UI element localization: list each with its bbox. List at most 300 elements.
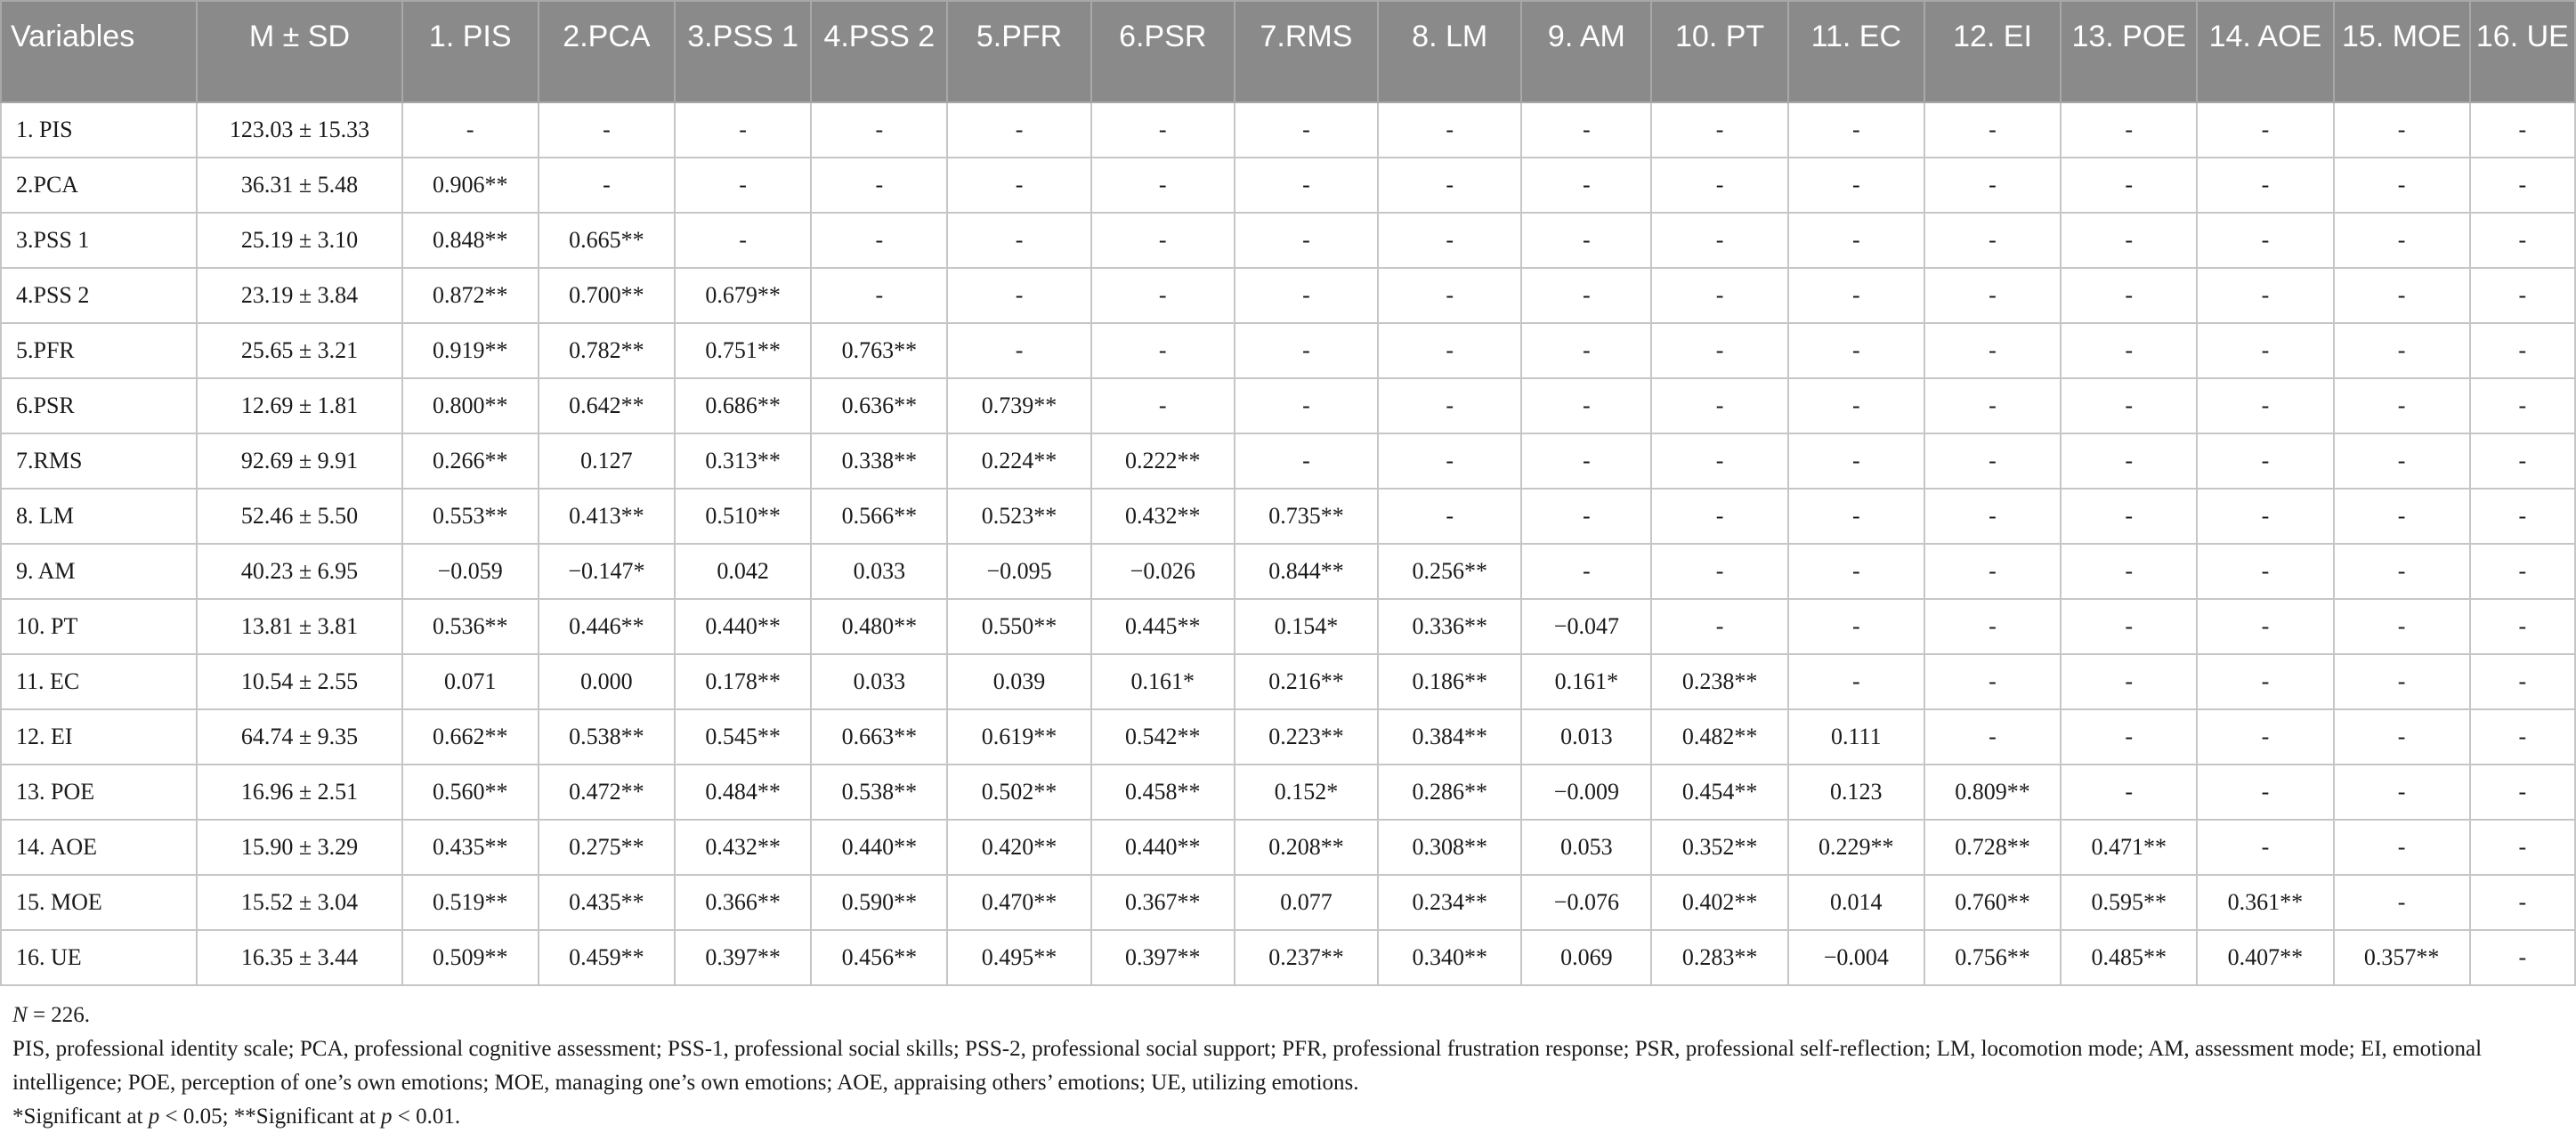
column-header xyxy=(402,1,539,102)
correlation-cell: - xyxy=(2470,875,2575,930)
correlation-cell: 0.538** xyxy=(539,709,675,765)
correlation-cell: - xyxy=(2470,599,2575,654)
correlation-cell: 0.413** xyxy=(539,489,675,544)
correlation-cell: 0.077 xyxy=(1235,875,1378,930)
correlation-cell: 0.069 xyxy=(1521,930,1651,985)
correlation-cell: - xyxy=(1788,489,1924,544)
correlation-cell: - xyxy=(402,102,539,158)
correlation-cell: 0.127 xyxy=(539,433,675,489)
correlation-cell: - xyxy=(1235,213,1378,268)
correlation-cell: 0.756** xyxy=(1924,930,2061,985)
correlation-cell: −0.026 xyxy=(1091,544,1235,599)
correlation-cell: 0.553** xyxy=(402,489,539,544)
correlation-cell: - xyxy=(2470,930,2575,985)
correlation-cell: 0.033 xyxy=(811,654,947,709)
correlation-cell: - xyxy=(1788,599,1924,654)
correlation-cell: - xyxy=(1378,489,1521,544)
correlation-cell: 0.848** xyxy=(402,213,539,268)
column-header xyxy=(947,1,1090,102)
correlation-cell: 0.458** xyxy=(1091,765,1235,820)
table-row xyxy=(1,820,2575,875)
correlation-cell: 0.123 xyxy=(1788,765,1924,820)
correlation-cell: 0.700** xyxy=(539,268,675,323)
correlation-cell: 0.663** xyxy=(811,709,947,765)
correlation-cell: - xyxy=(2470,654,2575,709)
mean-sd-cell: 123.03 ± 15.33 xyxy=(197,102,401,158)
correlation-cell: −0.009 xyxy=(1521,765,1651,820)
correlation-cell: - xyxy=(2061,599,2197,654)
correlation-cell: 0.844** xyxy=(1235,544,1378,599)
correlation-cell: 0.545** xyxy=(675,709,811,765)
column-header-label: 1. PIS xyxy=(428,20,512,53)
n-symbol: N xyxy=(12,1003,28,1027)
correlation-cell: - xyxy=(811,158,947,213)
column-header-label: 3.PSS 1 xyxy=(687,20,798,53)
correlation-cell: - xyxy=(2197,102,2333,158)
table-row xyxy=(1,875,2575,930)
correlation-cell: - xyxy=(2197,378,2333,433)
mean-sd-cell: 40.23 ± 6.95 xyxy=(197,544,401,599)
correlation-cell: 0.435** xyxy=(539,875,675,930)
mean-sd-cell: 13.81 ± 3.81 xyxy=(197,599,401,654)
mean-sd-cell: 64.74 ± 9.35 xyxy=(197,709,401,765)
correlation-cell: - xyxy=(1521,102,1651,158)
column-header-label: 12. EI xyxy=(1953,20,2032,53)
correlation-cell: - xyxy=(2334,378,2470,433)
correlation-cell: - xyxy=(1378,102,1521,158)
correlation-cell: - xyxy=(947,102,1090,158)
mean-sd-cell: 92.69 ± 9.91 xyxy=(197,433,401,489)
column-header-label: 8. LM xyxy=(1412,20,1488,53)
correlation-cell: 0.485** xyxy=(2061,930,2197,985)
correlation-cell: 0.361** xyxy=(2197,875,2333,930)
correlation-cell: - xyxy=(2470,158,2575,213)
correlation-cell: 0.471** xyxy=(2061,820,2197,875)
mean-sd-cell: 15.90 ± 3.29 xyxy=(197,820,401,875)
correlation-cell: - xyxy=(1091,323,1235,378)
correlation-cell: 0.536** xyxy=(402,599,539,654)
correlation-cell: 0.397** xyxy=(1091,930,1235,985)
correlation-cell: - xyxy=(1651,489,1787,544)
table-row xyxy=(1,654,2575,709)
sig-text-c: < 0.01. xyxy=(392,1105,461,1129)
correlation-cell: 0.763** xyxy=(811,323,947,378)
correlation-cell: 0.435** xyxy=(402,820,539,875)
column-header-label: 5.PFR xyxy=(976,20,1063,53)
correlation-cell: 0.313** xyxy=(675,433,811,489)
correlation-cell: - xyxy=(675,213,811,268)
mean-sd-cell: 25.65 ± 3.21 xyxy=(197,323,401,378)
correlation-cell: 0.728** xyxy=(1924,820,2061,875)
correlation-cell: 0.482** xyxy=(1651,709,1787,765)
correlation-cell: 0.013 xyxy=(1521,709,1651,765)
correlation-cell: 0.154* xyxy=(1235,599,1378,654)
table-header-row xyxy=(1,1,2575,102)
mean-sd-cell: 36.31 ± 5.48 xyxy=(197,158,401,213)
correlation-cell: - xyxy=(2470,268,2575,323)
correlation-cell: - xyxy=(2334,654,2470,709)
correlation-cell: −0.095 xyxy=(947,544,1090,599)
column-header-label: 11. EC xyxy=(1810,20,1901,53)
correlation-cell: 0.402** xyxy=(1651,875,1787,930)
correlation-cell: 0.495** xyxy=(947,930,1090,985)
significance-note xyxy=(12,1100,2564,1134)
mean-sd-cell: 23.19 ± 3.84 xyxy=(197,268,401,323)
correlation-cell: - xyxy=(1521,268,1651,323)
correlation-cell: - xyxy=(1924,709,2061,765)
correlation-cell: - xyxy=(1521,489,1651,544)
correlation-cell: - xyxy=(2470,709,2575,765)
correlation-cell: - xyxy=(539,158,675,213)
column-header xyxy=(1521,1,1651,102)
correlation-cell: - xyxy=(1235,378,1378,433)
correlation-cell: - xyxy=(2061,102,2197,158)
column-header-label: 14. AOE xyxy=(2208,20,2322,53)
table-row xyxy=(1,709,2575,765)
variable-cell: 4.PSS 2 xyxy=(1,268,197,323)
mean-sd-cell: 10.54 ± 2.55 xyxy=(197,654,401,709)
sample-size-note xyxy=(12,999,2564,1032)
correlation-cell: - xyxy=(1924,599,2061,654)
variable-cell: 13. POE xyxy=(1,765,197,820)
correlation-cell: - xyxy=(2197,544,2333,599)
correlation-cell: 0.919** xyxy=(402,323,539,378)
correlation-cell: 0.222** xyxy=(1091,433,1235,489)
correlation-cell: 0.161* xyxy=(1521,654,1651,709)
correlation-cell: - xyxy=(2197,158,2333,213)
correlation-cell: 0.152* xyxy=(1235,765,1378,820)
correlation-cell: 0.071 xyxy=(402,654,539,709)
column-header-label: 2.PCA xyxy=(563,20,651,53)
correlation-cell: - xyxy=(1521,323,1651,378)
column-header-label: 13. POE xyxy=(2071,20,2186,53)
correlation-cell: 0.238** xyxy=(1651,654,1787,709)
correlation-cell: 0.550** xyxy=(947,599,1090,654)
correlation-cell: 0.039 xyxy=(947,654,1090,709)
correlation-cell: 0.751** xyxy=(675,323,811,378)
correlation-cell: - xyxy=(2061,378,2197,433)
column-header-label: 4.PSS 2 xyxy=(823,20,936,53)
mean-sd-cell: 12.69 ± 1.81 xyxy=(197,378,401,433)
correlation-cell: - xyxy=(1651,102,1787,158)
correlation-cell: - xyxy=(947,213,1090,268)
correlation-cell: - xyxy=(2470,820,2575,875)
correlation-cell: 0.234** xyxy=(1378,875,1521,930)
correlation-cell: 0.472** xyxy=(539,765,675,820)
correlation-cell: 0.800** xyxy=(402,378,539,433)
correlation-cell: 0.053 xyxy=(1521,820,1651,875)
correlation-cell: - xyxy=(1521,433,1651,489)
correlation-cell: 0.523** xyxy=(947,489,1090,544)
correlation-cell: 0.739** xyxy=(947,378,1090,433)
correlation-cell: 0.484** xyxy=(675,765,811,820)
table-row xyxy=(1,378,2575,433)
correlation-cell: - xyxy=(2334,102,2470,158)
correlation-cell: - xyxy=(2061,213,2197,268)
column-header xyxy=(539,1,675,102)
correlation-cell: 0.560** xyxy=(402,765,539,820)
correlation-cell: - xyxy=(1788,654,1924,709)
column-header xyxy=(1788,1,1924,102)
correlation-cell: - xyxy=(2334,213,2470,268)
correlation-cell: - xyxy=(2061,323,2197,378)
correlation-cell: - xyxy=(1788,323,1924,378)
correlation-cell: - xyxy=(2197,820,2333,875)
correlation-cell: - xyxy=(2197,433,2333,489)
correlation-cell: - xyxy=(1651,158,1787,213)
variable-cell: 8. LM xyxy=(1,489,197,544)
correlation-cell: - xyxy=(2061,765,2197,820)
correlation-cell: - xyxy=(1378,323,1521,378)
correlation-cell: 0.366** xyxy=(675,875,811,930)
correlation-cell: - xyxy=(1651,323,1787,378)
correlation-cell: 0.440** xyxy=(1091,820,1235,875)
correlation-cell: 0.566** xyxy=(811,489,947,544)
variable-cell: 14. AOE xyxy=(1,820,197,875)
table-row xyxy=(1,158,2575,213)
correlation-cell: 0.338** xyxy=(811,433,947,489)
correlation-cell: 0.679** xyxy=(675,268,811,323)
correlation-cell: - xyxy=(2061,268,2197,323)
correlation-cell: 0.224** xyxy=(947,433,1090,489)
correlation-cell: 0.636** xyxy=(811,378,947,433)
correlation-cell: 0.357** xyxy=(2334,930,2470,985)
correlation-cell: - xyxy=(2197,709,2333,765)
correlation-cell: 0.459** xyxy=(539,930,675,985)
column-header xyxy=(1235,1,1378,102)
correlation-cell: - xyxy=(1788,102,1924,158)
correlation-cell: - xyxy=(2334,599,2470,654)
column-header xyxy=(2197,1,2333,102)
correlation-cell: - xyxy=(2197,323,2333,378)
correlation-cell: - xyxy=(811,268,947,323)
table-row xyxy=(1,268,2575,323)
correlation-cell: - xyxy=(2061,489,2197,544)
correlation-cell: 0.538** xyxy=(811,765,947,820)
correlation-cell: 0.384** xyxy=(1378,709,1521,765)
correlation-cell: 0.782** xyxy=(539,323,675,378)
correlation-cell: 0.446** xyxy=(539,599,675,654)
correlation-cell: 0.509** xyxy=(402,930,539,985)
column-header-label: 10. PT xyxy=(1675,20,1765,53)
correlation-cell: 0.178** xyxy=(675,654,811,709)
correlation-cell: - xyxy=(1788,378,1924,433)
table-row xyxy=(1,599,2575,654)
correlation-cell: - xyxy=(2061,158,2197,213)
table-row xyxy=(1,323,2575,378)
correlation-cell: 0.665** xyxy=(539,213,675,268)
correlation-cell: - xyxy=(1788,433,1924,489)
correlation-cell: - xyxy=(675,158,811,213)
correlation-cell: 0.111 xyxy=(1788,709,1924,765)
correlation-cell: - xyxy=(1924,158,2061,213)
variable-cell: 11. EC xyxy=(1,654,197,709)
correlation-cell: - xyxy=(1091,268,1235,323)
correlation-cell: - xyxy=(811,102,947,158)
correlation-cell: - xyxy=(2334,820,2470,875)
correlation-cell: 0.510** xyxy=(675,489,811,544)
correlation-cell: - xyxy=(1651,433,1787,489)
correlation-cell: - xyxy=(1651,378,1787,433)
correlation-cell: - xyxy=(2197,654,2333,709)
correlation-cell: - xyxy=(1521,213,1651,268)
column-header xyxy=(1091,1,1235,102)
correlation-cell: 0.456** xyxy=(811,930,947,985)
correlation-cell: 0.161* xyxy=(1091,654,1235,709)
correlation-cell: 0.642** xyxy=(539,378,675,433)
correlation-cell: 0.440** xyxy=(811,820,947,875)
correlation-cell: 0.367** xyxy=(1091,875,1235,930)
correlation-cell: - xyxy=(1788,213,1924,268)
correlation-cell: - xyxy=(2061,544,2197,599)
correlation-cell: 0.590** xyxy=(811,875,947,930)
correlation-cell: −0.004 xyxy=(1788,930,1924,985)
correlation-cell: 0.308** xyxy=(1378,820,1521,875)
correlation-cell: 0.445** xyxy=(1091,599,1235,654)
correlation-cell: - xyxy=(1924,213,2061,268)
variable-cell: 9. AM xyxy=(1,544,197,599)
correlation-cell: −0.076 xyxy=(1521,875,1651,930)
correlation-cell: - xyxy=(2197,489,2333,544)
correlation-cell: - xyxy=(1924,433,2061,489)
correlation-cell: 0.432** xyxy=(1091,489,1235,544)
p-symbol: p xyxy=(148,1105,160,1129)
correlation-cell: 0.186** xyxy=(1378,654,1521,709)
correlation-cell: - xyxy=(2470,213,2575,268)
correlation-cell: - xyxy=(1235,158,1378,213)
correlation-cell: - xyxy=(1091,158,1235,213)
mean-sd-cell: 15.52 ± 3.04 xyxy=(197,875,401,930)
correlation-cell: 0.872** xyxy=(402,268,539,323)
column-header xyxy=(675,1,811,102)
correlation-cell: - xyxy=(2197,765,2333,820)
correlation-cell: - xyxy=(675,102,811,158)
correlation-cell: - xyxy=(1235,268,1378,323)
variable-cell: 15. MOE xyxy=(1,875,197,930)
correlation-cell: 0.519** xyxy=(402,875,539,930)
correlation-cell: 0.809** xyxy=(1924,765,2061,820)
abbreviations-note: PIS, professional identity scale; PCA, professional cognitive assessment; PSS-1, professional social skills; PSS-2, professional social support; PFR, professional frustration response; PSR, professional self-reflection; LM, locomotion mode; AM, assessment mode; EI, emotional intelligence; POE, perception of one’s own emotions; MOE, managing one’s own emotions; AOE, appraising others’ emotions; UE, utilizing emotions. xyxy=(12,1037,2483,1095)
variable-cell: 12. EI xyxy=(1,709,197,765)
correlation-cell: 0.229** xyxy=(1788,820,1924,875)
variable-cell: 5.PFR xyxy=(1,323,197,378)
column-header-label: 6.PSR xyxy=(1119,20,1207,53)
correlation-cell: - xyxy=(1091,213,1235,268)
correlation-cell: 0.042 xyxy=(675,544,811,599)
correlation-cell: 0.283** xyxy=(1651,930,1787,985)
column-header xyxy=(1924,1,2061,102)
column-header-label: 15. MOE xyxy=(2342,20,2462,53)
correlation-cell: 0.906** xyxy=(402,158,539,213)
correlation-cell: 0.595** xyxy=(2061,875,2197,930)
correlation-cell: 0.340** xyxy=(1378,930,1521,985)
correlation-cell: - xyxy=(1091,102,1235,158)
column-header xyxy=(197,1,401,102)
correlation-cell: - xyxy=(2334,268,2470,323)
correlation-cell: - xyxy=(1378,268,1521,323)
correlation-cell: 0.686** xyxy=(675,378,811,433)
correlation-cell: 0.286** xyxy=(1378,765,1521,820)
correlation-cell: - xyxy=(1788,158,1924,213)
correlation-cell: 0.000 xyxy=(539,654,675,709)
correlation-cell: 0.208** xyxy=(1235,820,1378,875)
column-header xyxy=(2470,1,2575,102)
correlation-cell: - xyxy=(2334,489,2470,544)
correlation-cell: - xyxy=(2197,599,2333,654)
correlation-cell: - xyxy=(2334,323,2470,378)
correlation-cell: - xyxy=(947,323,1090,378)
correlation-cell: - xyxy=(1378,378,1521,433)
correlation-cell: - xyxy=(2470,489,2575,544)
sig-text-a: *Significant at xyxy=(12,1105,149,1129)
correlation-cell: - xyxy=(2334,875,2470,930)
correlation-cell: - xyxy=(1378,158,1521,213)
correlation-cell: - xyxy=(1651,268,1787,323)
correlation-cell: - xyxy=(1235,102,1378,158)
mean-sd-cell: 16.35 ± 3.44 xyxy=(197,930,401,985)
correlation-cell: 0.256** xyxy=(1378,544,1521,599)
correlation-cell: 0.237** xyxy=(1235,930,1378,985)
column-header-label: 7.RMS xyxy=(1260,20,1353,53)
table-row xyxy=(1,433,2575,489)
table-row xyxy=(1,213,2575,268)
table-notes xyxy=(12,999,2564,1134)
correlation-cell: - xyxy=(2334,765,2470,820)
mean-sd-cell: 16.96 ± 2.51 xyxy=(197,765,401,820)
correlation-cell: 0.266** xyxy=(402,433,539,489)
variable-cell: 2.PCA xyxy=(1,158,197,213)
correlation-cell: - xyxy=(811,213,947,268)
correlation-cell: - xyxy=(947,268,1090,323)
correlation-cell: 0.454** xyxy=(1651,765,1787,820)
correlation-cell: - xyxy=(1788,544,1924,599)
table-row xyxy=(1,489,2575,544)
correlation-cell: - xyxy=(2470,102,2575,158)
correlation-cell: - xyxy=(2470,378,2575,433)
correlation-cell: - xyxy=(1924,489,2061,544)
correlation-cell: 0.662** xyxy=(402,709,539,765)
variable-cell: 3.PSS 1 xyxy=(1,213,197,268)
column-header xyxy=(811,1,947,102)
correlation-cell: - xyxy=(2334,433,2470,489)
correlation-cell: 0.542** xyxy=(1091,709,1235,765)
correlation-cell: 0.502** xyxy=(947,765,1090,820)
correlation-cell: - xyxy=(947,158,1090,213)
correlation-cell: 0.420** xyxy=(947,820,1090,875)
mean-sd-cell: 52.46 ± 5.50 xyxy=(197,489,401,544)
table-row xyxy=(1,930,2575,985)
correlation-cell: - xyxy=(1924,654,2061,709)
correlation-cell: - xyxy=(1521,544,1651,599)
correlation-cell: 0.619** xyxy=(947,709,1090,765)
mean-sd-cell: 25.19 ± 3.10 xyxy=(197,213,401,268)
correlation-cell: 0.352** xyxy=(1651,820,1787,875)
table-body xyxy=(1,102,2575,985)
correlation-cell: 0.033 xyxy=(811,544,947,599)
column-header xyxy=(1378,1,1521,102)
correlation-cell: −0.059 xyxy=(402,544,539,599)
correlation-cell: - xyxy=(2061,654,2197,709)
correlation-cell: - xyxy=(1235,323,1378,378)
correlation-cell: - xyxy=(1378,213,1521,268)
p-symbol: p xyxy=(381,1105,393,1129)
correlation-cell: 0.223** xyxy=(1235,709,1378,765)
correlation-cell: −0.147* xyxy=(539,544,675,599)
correlation-cell: 0.407** xyxy=(2197,930,2333,985)
correlation-cell: - xyxy=(1924,102,2061,158)
correlation-cell: - xyxy=(1788,268,1924,323)
correlation-cell: 0.336** xyxy=(1378,599,1521,654)
